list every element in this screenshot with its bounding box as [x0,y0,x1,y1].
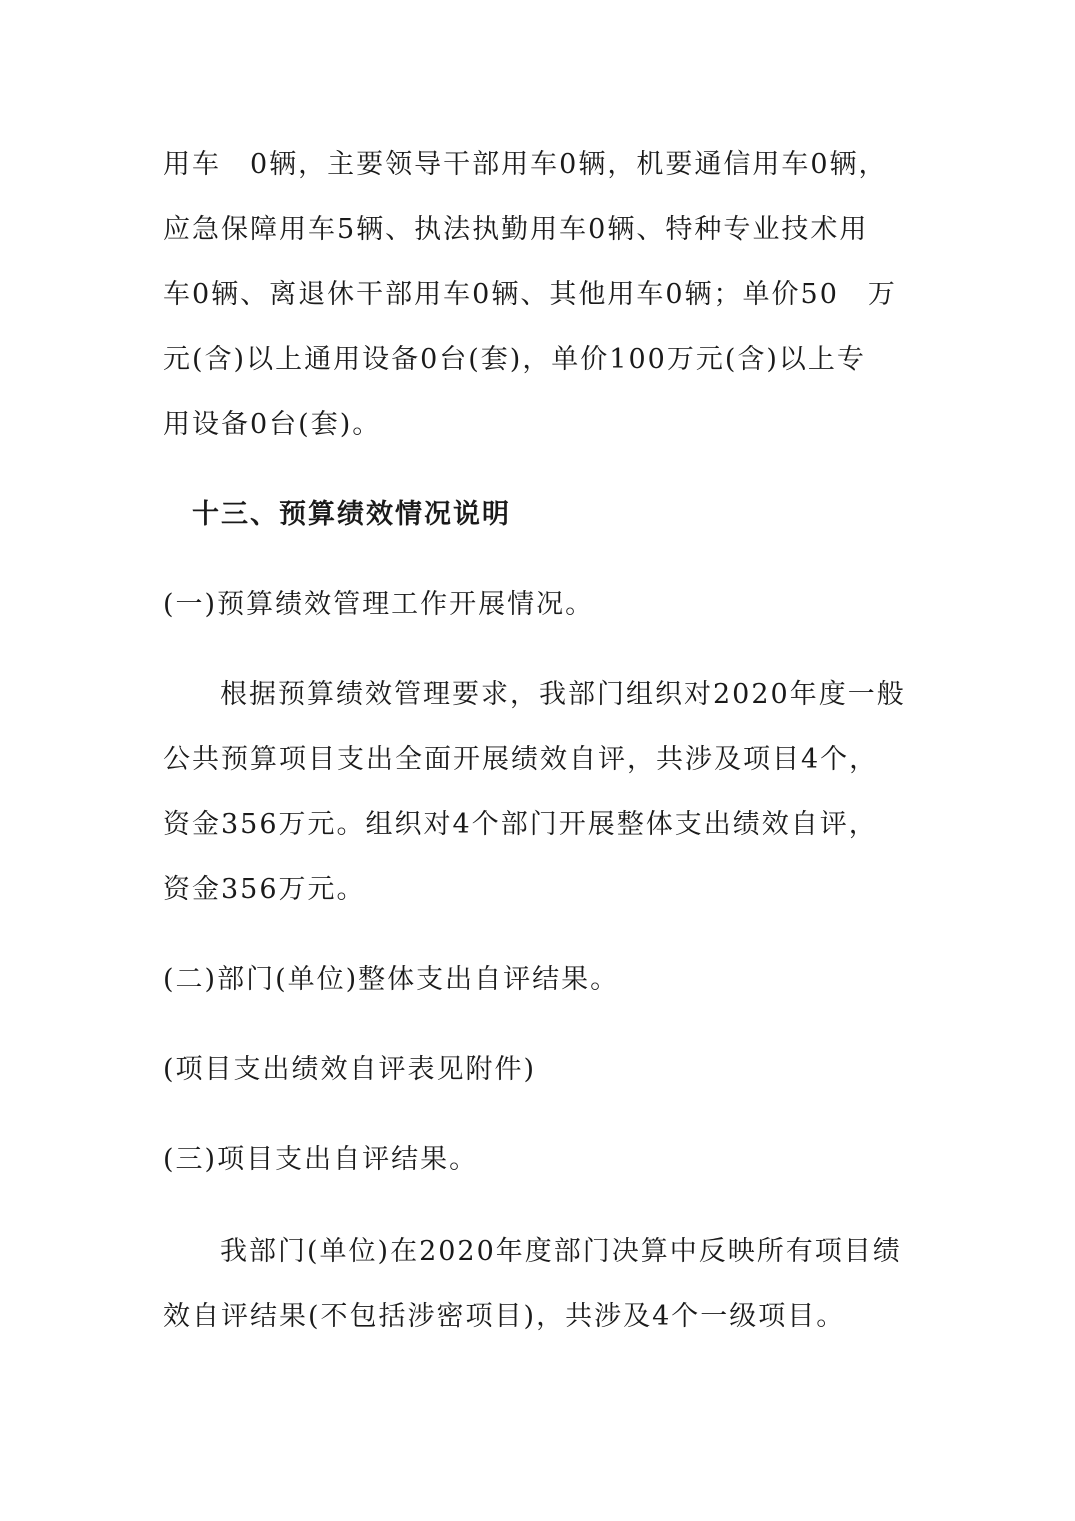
subsection-2-note: (项目支出绩效自评表见附件) [163,1054,537,1085]
vehicles-paragraph-line-4: 元(含)以上通用设备0台(套)，单价100万元(含)以上专 [163,344,866,375]
subsection-1-paragraph-line-4: 资金356万元。 [163,874,366,905]
subsection-1-title: (一)预算绩效管理工作开展情况。 [163,589,595,620]
subsection-1-paragraph-line-1: 根据预算绩效管理要求，我部门组织对2020年度一般 [220,679,906,710]
section-heading: 十三、预算绩效情况说明 [192,499,511,530]
subsection-3-title: (三)项目支出自评结果。 [163,1144,479,1175]
vehicles-paragraph-line-5: 用设备0台(套)。 [163,409,382,440]
subsection-1-paragraph-line-2: 公共预算项目支出全面开展绩效自评，共涉及项目4个， [163,744,879,775]
subsection-3-paragraph-line-2: 效自评结果(不包括涉密项目)，共涉及4个一级项目。 [163,1301,846,1332]
vehicles-paragraph-line-3: 车0辆、离退休干部用车0辆、其他用车0辆；单价50 万 [163,279,897,310]
subsection-1-paragraph-line-3: 资金356万元。组织对4个部门开展整体支出绩效自评， [163,809,878,840]
subsection-3-paragraph-line-1: 我部门(单位)在2020年度部门决算中反映所有项目绩 [220,1236,902,1267]
vehicles-paragraph-line-1: 用车 0辆，主要领导干部用车0辆，机要通信用车0辆， [163,149,888,180]
subsection-2-title: (二)部门(单位)整体支出自评结果。 [163,964,620,995]
vehicles-paragraph-line-2: 应急保障用车5辆、执法执勤用车0辆、特种专业技术用 [163,214,869,245]
